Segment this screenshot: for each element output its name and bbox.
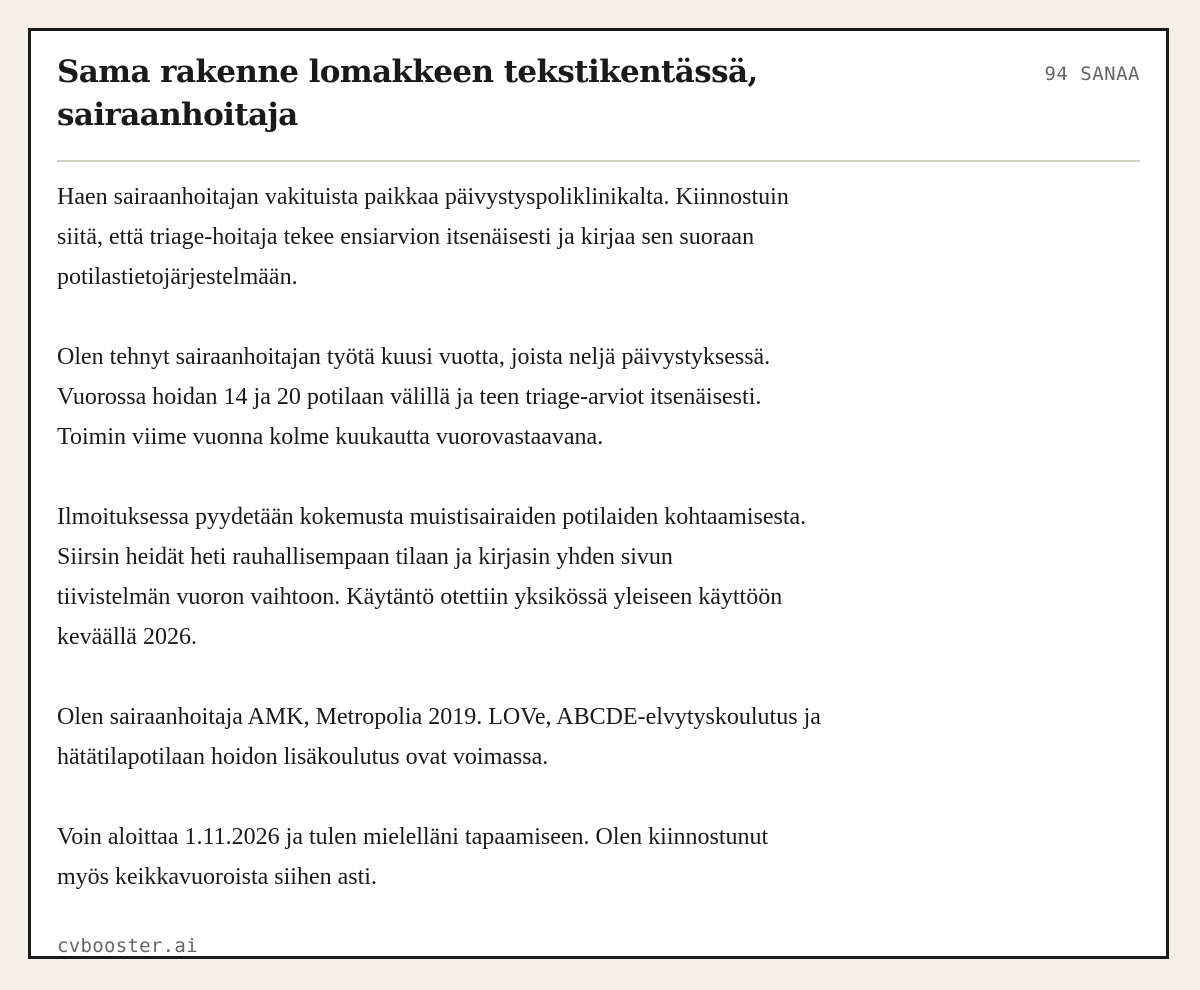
paragraph: Haen sairaanhoitajan vakituista paikkaa päivystyspoliklinikalta. Kiinnostuin siitä, että triage-hoitaja tekee ensiarvion itsenäisesti ja kirjaa sen suoraan potilastietojärjestelmään. [57, 184, 789, 290]
paragraph: Olen sairaanhoitaja AMK, Metropolia 2019. LOVe, ABCDE-elvytyskoulutus ja hätätilapotilaan hoidon lisäkoulutus ovat voimassa. [57, 704, 821, 770]
card-title: Sama rakenne lomakkeen tekstikentässä, sairaanhoitaja [57, 54, 758, 133]
card-header [57, 51, 1140, 163]
paragraph: Voin aloittaa 1.11.2026 ja tulen mielelläni tapaamiseen. Olen kiinnostunut myös keikkavuoroista siihen asti. [57, 824, 769, 890]
word-count-label: 94 SANAA [1044, 63, 1140, 85]
letter-body [57, 177, 997, 937]
cover-letter-card [28, 28, 1169, 959]
paragraph: Ilmoituksessa pyydetään kokemusta muistisairaiden potilaiden kohtaamisesta. Siirsin heidät heti rauhallisempaan tilaan ja kirjasin yhden sivun tiivistelmän vuoron vaihtoon. Käytäntö otettiin yksikössä yleiseen käyttöön keväällä 2026. [57, 504, 807, 650]
header-divider [57, 160, 1140, 162]
brand-footer: cvbooster.ai [57, 935, 198, 957]
paragraph: Olen tehnyt sairaanhoitajan työtä kuusi vuotta, joista neljä päivystyksessä. Vuorossa hoidan 14 ja 20 potilaan välillä ja teen triage-arviot itsenäisesti. Toimin viime vuonna kolme kuukautta vuorovastaavana. [57, 344, 771, 450]
